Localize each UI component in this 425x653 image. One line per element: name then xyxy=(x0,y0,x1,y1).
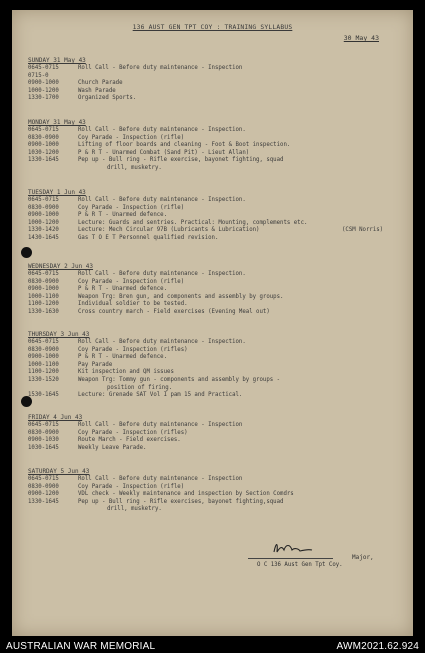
schedule-row xyxy=(28,271,246,277)
schedule-row xyxy=(28,65,242,71)
row-time: 0900-1000 xyxy=(28,80,59,87)
schedule-row xyxy=(28,235,218,241)
row-time: 0830-0900 xyxy=(28,346,59,353)
schedule-row xyxy=(28,476,242,482)
row-time: 0900-1200 xyxy=(28,491,59,498)
row-activity: VDL check - Weekly maintenance and inspection by Section Comdrs xyxy=(78,491,294,498)
row-activity: Roll Call - Before duty maintenance - Inspection. xyxy=(78,339,246,345)
row-time: 0900-1000 xyxy=(28,212,59,219)
row-activity: Coy Parade - Inspection (rifle) xyxy=(78,483,185,490)
row-time: 1330-1700 xyxy=(28,95,59,102)
row-time: 1100-1200 xyxy=(28,301,59,308)
row-time: 1330-1630 xyxy=(28,309,59,315)
schedule-row xyxy=(28,377,280,383)
row-activity: Kit inspection and QM issues xyxy=(78,369,174,376)
schedule-row xyxy=(28,205,184,211)
row-activity: Roll Call - Before duty maintenance - Inspection. xyxy=(78,271,246,277)
schedule-row xyxy=(28,220,307,226)
row-activity: Cross country march - Field exercises (Evening Meal out) xyxy=(78,309,270,315)
row-time: 0830-0900 xyxy=(28,134,59,141)
schedule-row xyxy=(28,80,123,86)
row-continuation: drill, musketry. xyxy=(107,506,162,513)
signature-rank: Major, xyxy=(352,554,374,561)
row-activity: Coy Parade - Inspection (rifle) xyxy=(78,204,185,211)
signature-title: O C 136 Aust Gen Tpt Coy. xyxy=(257,562,343,568)
row-activity: Weekly Leave Parade. xyxy=(78,444,147,451)
row-activity: Gas T O E T Personnel qualified revision. xyxy=(78,235,219,241)
schedule-row xyxy=(28,73,78,79)
footer-right: AWM2021.62.924 xyxy=(336,641,419,652)
row-time: 1330-1520 xyxy=(28,377,59,383)
day-heading: SATURDAY 5 Jun 43 xyxy=(28,468,90,475)
row-activity: Roll Call - Before duty maintenance - Inspection. xyxy=(78,127,246,133)
row-activity: Lecture: Mech Circular 97B (Lubricants & Lubrication) xyxy=(78,227,260,234)
row-activity: Church Parade xyxy=(78,80,123,87)
schedule-row xyxy=(28,301,188,307)
schedule-row xyxy=(28,491,294,497)
row-time: 0715-0 xyxy=(28,72,49,79)
document-date: 30 May 43 xyxy=(343,34,379,42)
schedule-row xyxy=(28,392,242,398)
row-time: 0645-0715 xyxy=(28,65,59,71)
row-time: 0645-0715 xyxy=(28,127,59,133)
document-title: 136 AUST GEN TPT COY : TRAINING SYLLABUS xyxy=(132,24,293,31)
instructor-note: (CSM Norris) xyxy=(342,227,384,234)
schedule-row xyxy=(28,212,167,218)
row-activity: Lecture: Grenade SAT Vol I pam 15 and Practical. xyxy=(78,392,243,399)
row-time: 0830-0900 xyxy=(28,483,59,490)
handwritten-signature xyxy=(268,538,328,560)
schedule-row xyxy=(28,286,167,292)
schedule-row xyxy=(28,339,246,345)
row-time: 1030-1200 xyxy=(28,149,59,156)
row-activity: Pay Parade xyxy=(78,361,113,368)
day-heading: TUESDAY 1 Jun 43 xyxy=(28,189,86,196)
row-activity: P & R T - Unarmed defence. xyxy=(78,286,168,293)
schedule-row xyxy=(28,197,246,203)
row-activity: Organized Sports. xyxy=(78,95,137,102)
row-time: 1000-1200 xyxy=(28,219,59,226)
row-activity: Roll Call - Before duty maintenance - Inspection xyxy=(78,422,243,428)
schedule-row xyxy=(28,150,249,156)
row-time: 0645-0715 xyxy=(28,339,59,345)
row-activity: Route March - Field exercises. xyxy=(78,437,181,444)
day-heading: THURSDAY 3 Jun 43 xyxy=(28,331,90,338)
schedule-row xyxy=(28,309,270,315)
schedule-row xyxy=(28,294,283,300)
schedule-row xyxy=(28,369,174,375)
schedule-row xyxy=(28,362,112,368)
row-time: 1000-1100 xyxy=(28,293,59,300)
row-time: 1330-1645 xyxy=(28,157,59,164)
row-time: 0830-0900 xyxy=(28,429,59,436)
schedule-row xyxy=(28,422,242,428)
row-time: 1000-1200 xyxy=(28,87,59,94)
row-time: 0830-0900 xyxy=(28,278,59,285)
row-time: 0900-1030 xyxy=(28,437,59,444)
row-time: 0830-0900 xyxy=(28,204,59,211)
row-time: 0900-1000 xyxy=(28,286,59,293)
day-heading: WEDNESDAY 2 Jun 43 xyxy=(28,263,94,270)
row-activity: Roll Call - Before duty maintenance - Inspection. xyxy=(78,197,246,203)
row-time: 1030-1645 xyxy=(28,444,59,451)
row-activity: Weapon Trg: Bren gun, and components and assembly by groups. xyxy=(78,293,284,300)
row-activity: Roll Call - Before duty maintenance - Inspection xyxy=(78,65,243,71)
row-time: 0900-1000 xyxy=(28,142,59,149)
row-time: 0900-1000 xyxy=(28,354,59,361)
row-activity: Coy Parade - Inspection (rifles) xyxy=(78,346,188,353)
row-activity: P & R T - Unarmed defence. xyxy=(78,212,168,219)
row-activity: Lecture: Guards and sentries. Practical: Mounting, complements etc. xyxy=(78,219,308,226)
schedule-row xyxy=(28,127,246,133)
footer-left: AUSTRALIAN WAR MEMORIAL xyxy=(6,641,156,652)
row-activity: Individual soldier to be tested. xyxy=(78,301,188,308)
row-time: 1000-1100 xyxy=(28,361,59,368)
row-activity: Weapon Trg: Tommy gun - components and assembly by groups - xyxy=(78,377,281,383)
signature-line xyxy=(248,558,333,559)
row-time: 1100-1200 xyxy=(28,369,59,376)
row-activity: Coy Parade - Inspection (rifle) xyxy=(78,134,185,141)
row-time: 1430-1645 xyxy=(28,235,59,241)
schedule-row xyxy=(28,445,146,451)
row-activity: P & R T - Unarmed defence. xyxy=(78,354,168,361)
day-heading: FRIDAY 4 Jun 43 xyxy=(28,414,83,421)
schedule-row xyxy=(28,499,283,505)
schedule-row xyxy=(28,227,259,233)
row-time: 0645-0715 xyxy=(28,422,59,428)
schedule-row xyxy=(28,354,167,360)
row-time: 1330-1645 xyxy=(28,498,59,505)
schedule-row xyxy=(28,135,184,141)
row-activity: Coy Parade - Inspection (rifles) xyxy=(78,429,188,436)
document-page xyxy=(12,10,413,636)
schedule-row xyxy=(28,430,188,436)
day-heading: MONDAY 31 May 43 xyxy=(28,119,86,126)
row-continuation: drill, musketry. xyxy=(107,165,162,171)
schedule-row xyxy=(28,437,181,443)
row-activity: Lifting of floor boards and cleaning - Foot & Boot inspection. xyxy=(78,142,291,149)
row-time: 0645-0715 xyxy=(28,476,59,482)
schedule-row xyxy=(28,347,188,353)
row-activity: Pep up - Bull ring - Rifle exercises, bayonet fighting,squad xyxy=(78,498,284,505)
punch-hole-top xyxy=(21,247,32,258)
schedule-row xyxy=(28,88,116,94)
row-time: 1530-1645 xyxy=(28,392,59,399)
schedule-row xyxy=(28,142,290,148)
row-activity: P & R T - Unarmed Combat (Sand Pit) - Lieut Allan) xyxy=(78,149,250,156)
schedule-row xyxy=(28,279,184,285)
row-activity: Pep up - Bull ring - Rifle exercise, bayonet fighting, squad xyxy=(78,157,284,164)
schedule-row xyxy=(28,95,136,101)
row-time: 0645-0715 xyxy=(28,197,59,203)
day-heading: SUNDAY 31 May 43 xyxy=(28,57,86,64)
schedule-row xyxy=(28,484,184,490)
row-activity: Wash Parade xyxy=(78,87,116,94)
row-activity: Coy Parade - Inspection (rifle) xyxy=(78,278,185,285)
row-time: 1330-1420 xyxy=(28,227,59,234)
row-time: 0645-0715 xyxy=(28,271,59,277)
row-activity: Roll Call - Before duty maintenance - Inspection xyxy=(78,476,243,482)
schedule-row xyxy=(28,157,283,163)
row-continuation: position of firing. xyxy=(107,384,173,391)
